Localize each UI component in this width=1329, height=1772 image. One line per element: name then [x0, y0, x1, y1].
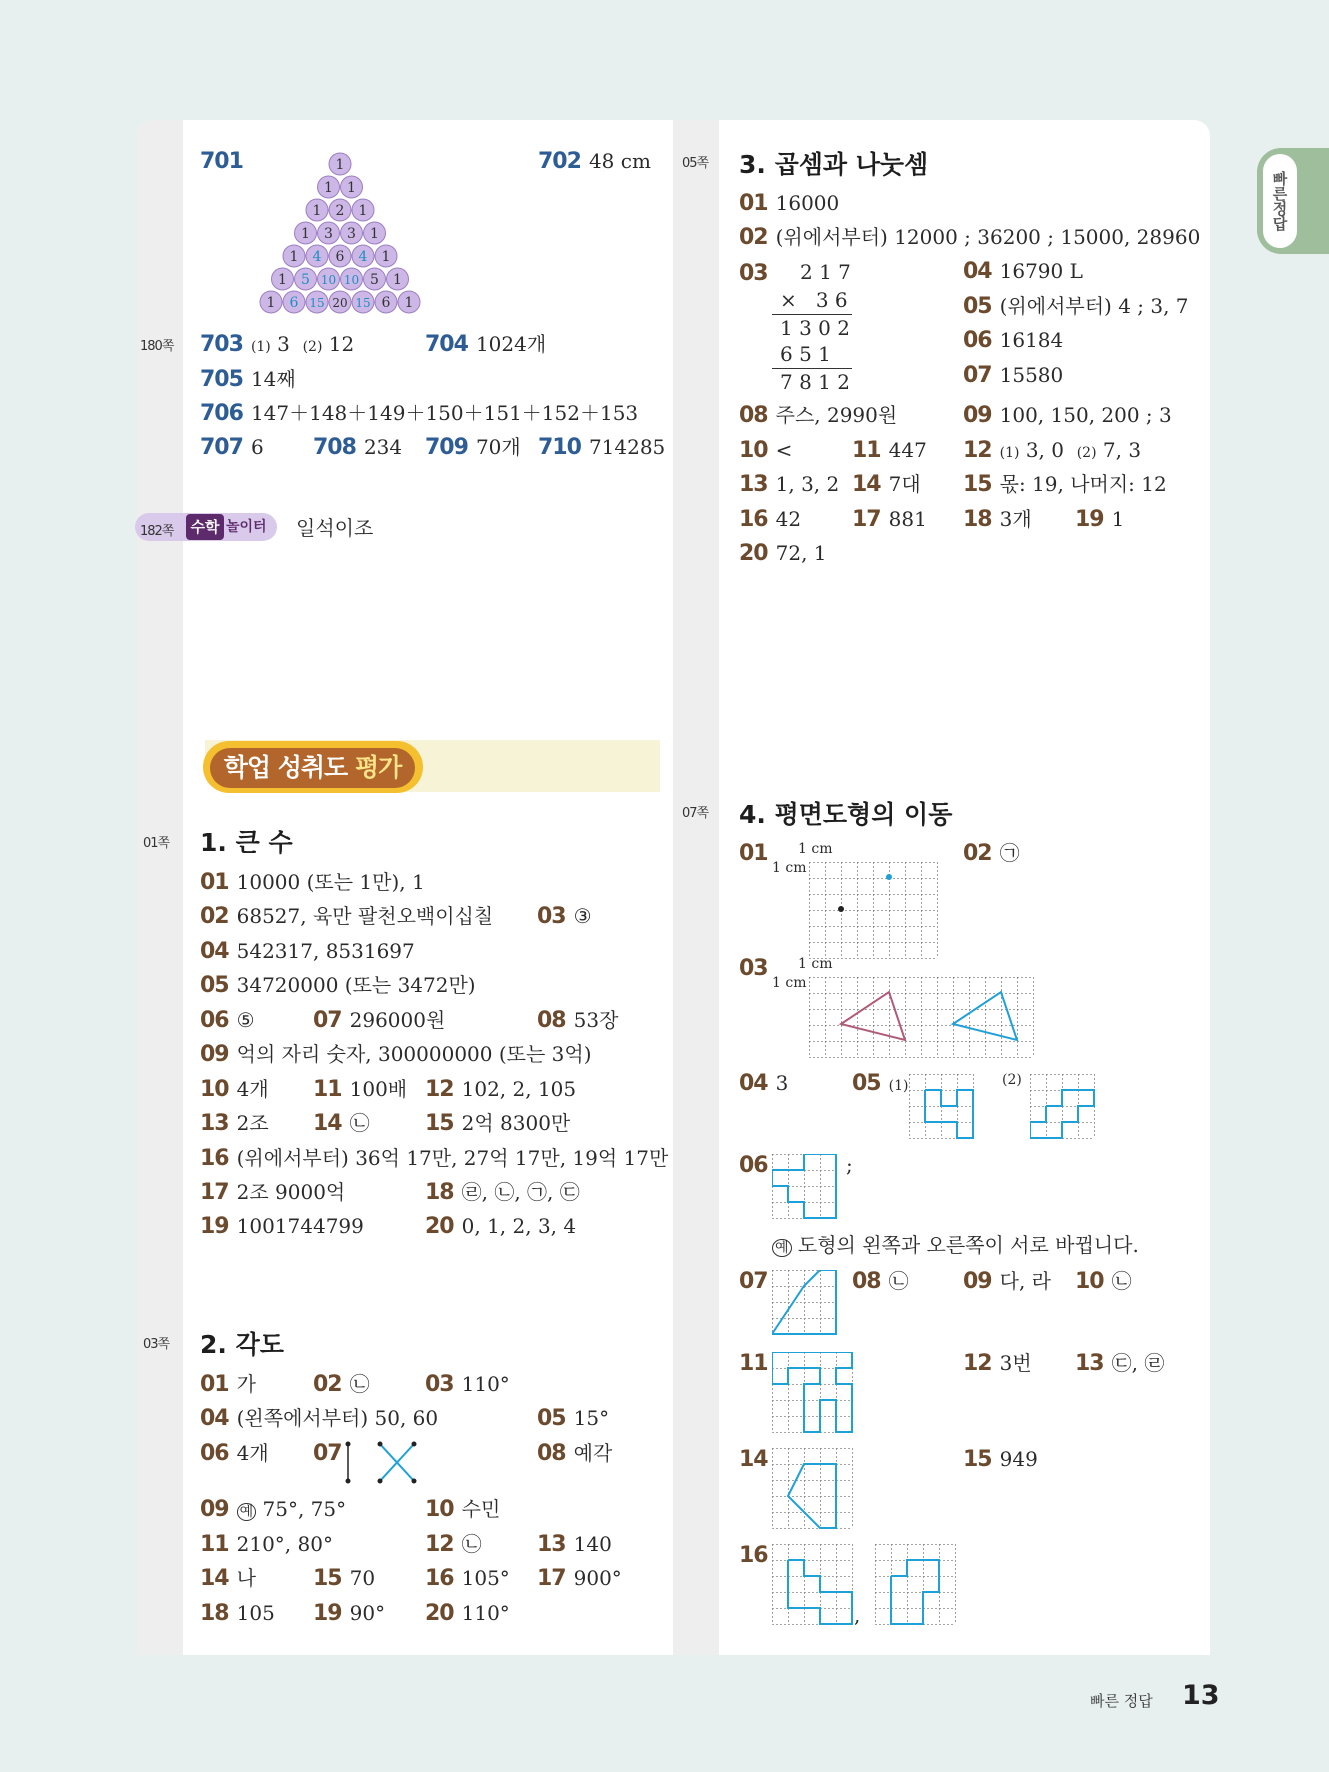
- s1-q06: 06 ⑤: [200, 1008, 255, 1033]
- pascal-value: 1: [358, 203, 368, 219]
- page-ref-182: 182쪽: [140, 524, 174, 539]
- s1-q19: 19 1001744799: [200, 1214, 364, 1239]
- s4-q16-2-grid: [875, 1544, 961, 1628]
- q706: 706 147＋148＋149＋150＋151＋152＋153: [200, 401, 639, 426]
- q704: 704 1024개: [425, 332, 547, 357]
- s2-q09: 09 예 75°, 75°: [200, 1497, 347, 1522]
- pascal-value: 1: [301, 226, 310, 242]
- s2-q18: 18 105: [200, 1601, 275, 1626]
- pascal-value: 4: [312, 249, 322, 265]
- s4-q01-cm-top: 1 cm: [798, 841, 833, 857]
- s3-q14: 14 7대: [852, 472, 921, 497]
- s2-q05: 05 15°: [537, 1406, 610, 1431]
- banner-title-2: 평가: [354, 753, 402, 782]
- s2-q04: 04 (왼쪽에서부터) 50, 60: [200, 1406, 439, 1431]
- s2-q10: 10 수민: [425, 1497, 501, 1522]
- s4-q01: 01: [739, 841, 768, 866]
- s4-q02: 02 ㉠: [963, 841, 1020, 866]
- pascal-value: 20: [332, 296, 348, 310]
- s4-q03: 03: [739, 956, 768, 981]
- mult-line-2: × 3 6: [780, 288, 848, 312]
- s1-q05: 05 34720000 (또는 3472만): [200, 973, 476, 998]
- s2-q16: 16 105°: [425, 1566, 510, 1591]
- s2-q19: 19 90°: [313, 1601, 386, 1626]
- s4-q16-comma: ,: [854, 1603, 861, 1627]
- s1-q18: 18 ㉣, ㉡, ㉠, ㉢: [425, 1180, 580, 1205]
- pascal-value: 10: [320, 273, 337, 287]
- pascal-value: 6: [381, 295, 391, 311]
- pascal-value: 3: [324, 226, 333, 242]
- s1-q09: 09 억의 자리 숫자, 300000000 (또는 3억): [200, 1042, 592, 1067]
- s1-q08: 08 53장: [537, 1008, 619, 1033]
- pascal-value: 1: [266, 295, 276, 311]
- s1-q07: 07 296000원: [313, 1008, 446, 1033]
- s1-q17: 17 2조 9000억: [200, 1180, 346, 1205]
- s2-q03: 03 110°: [425, 1372, 510, 1397]
- s1-q10: 10 4개: [200, 1077, 269, 1102]
- play-answer: 일석이조: [296, 516, 374, 540]
- q710: 710 714285: [538, 435, 666, 460]
- s2-q06: 06 4개: [200, 1441, 269, 1466]
- pascal-value: 15: [355, 296, 371, 310]
- grid-lines: [809, 977, 1034, 1058]
- banner-title-1: 학업 성취도: [223, 753, 348, 782]
- pascal-value: 1: [278, 272, 287, 288]
- pascal-triangle-figure: [240, 150, 440, 320]
- s3-q04: 04 16790 L: [963, 259, 1083, 284]
- mult-line-5: 7 8 1 2: [780, 370, 850, 394]
- page-ref-07: 07쪽: [682, 806, 709, 821]
- grid-lines: [772, 1448, 853, 1529]
- s1-q11: 11 100배: [313, 1077, 408, 1102]
- s3-q15: 15 몫: 19, 나머지: 12: [963, 472, 1167, 497]
- s3-q17: 17 881: [852, 507, 927, 532]
- q702: 702 48 cm: [538, 149, 651, 174]
- s3-q12: 12 (1) 3, 0 (2) 7, 3: [963, 438, 1142, 463]
- s4-q03-grid: [809, 977, 1049, 1062]
- s4-q06-grid: [772, 1154, 842, 1222]
- mult-rule-1: [772, 314, 852, 315]
- section-3-title: 3. 곱셈과 나눗셈: [739, 150, 929, 179]
- s3-q06: 06 16184: [963, 328, 1064, 353]
- pascal-value: 1: [393, 272, 402, 288]
- pascal-value: 1: [381, 249, 391, 265]
- s4-q01-cm-left: 1 cm: [772, 860, 807, 876]
- s4-q08: 08 ㉡: [852, 1269, 909, 1294]
- pascal-value: 1: [335, 157, 345, 173]
- side-tab-label: 빠른정답: [1263, 154, 1297, 248]
- s4-q05-2-grid: [1030, 1074, 1100, 1142]
- s4-q16: 16: [739, 1543, 768, 1568]
- grid-lines: [772, 1352, 853, 1433]
- pascal-value: 6: [289, 295, 299, 311]
- s3-q16: 16 42: [739, 507, 802, 532]
- pascal-value: 10: [343, 273, 360, 287]
- s4-q12: 12 3번: [963, 1351, 1032, 1376]
- pascal-value: 1: [347, 180, 356, 196]
- q703: 703 (1) 3 (2) 12: [200, 332, 355, 357]
- pascal-value: 15: [309, 296, 325, 310]
- q709: 709 70개: [425, 435, 521, 460]
- page-ref-180: 180쪽: [140, 339, 174, 354]
- section-1-title: 1. 큰 수: [200, 828, 293, 857]
- right-margin-strip: [673, 120, 719, 1655]
- s3-q11: 11 447: [852, 438, 927, 463]
- s1-q04: 04 542317, 8531697: [200, 939, 415, 964]
- badge-playground: 놀이터: [226, 519, 267, 535]
- s1-q12: 12 102, 2, 105: [425, 1077, 577, 1102]
- s2-q14: 14 나: [200, 1566, 256, 1591]
- s4-q06: 06: [739, 1153, 768, 1178]
- s4-q13: 13 ㉢, ㉣: [1075, 1351, 1165, 1376]
- s3-q08: 08 주스, 2990원: [739, 403, 898, 428]
- s1-q15: 15 2억 8300만: [425, 1111, 571, 1136]
- pascal-value: 6: [335, 249, 345, 265]
- s2-q07: 07: [313, 1441, 342, 1466]
- footer-label: 빠른 정답: [1090, 1692, 1153, 1710]
- section-4-title: 4. 평면도형의 이동: [739, 800, 953, 829]
- s4-q09: 09 다, 라: [963, 1269, 1051, 1294]
- mult-rule-2: [772, 368, 852, 369]
- s4-q07: 07: [739, 1269, 768, 1294]
- s3-q20: 20 72, 1: [739, 541, 827, 566]
- pascal-value: 1: [289, 249, 299, 265]
- s2-q12: 12 ㉡: [425, 1532, 482, 1557]
- grid-lines: [772, 1544, 853, 1625]
- s3-q05: 05 (위에서부터) 4 ; 3, 7: [963, 294, 1189, 319]
- pascal-value: 4: [358, 249, 368, 265]
- pascal-value: 1: [312, 203, 322, 219]
- mult-line-3: 1 3 0 2: [780, 316, 850, 340]
- q708: 708 234: [313, 435, 403, 460]
- pascal-value: 2: [335, 203, 345, 219]
- s4-q16-1-grid: [772, 1544, 861, 1628]
- s3-q09: 09 100, 150, 200 ; 3: [963, 403, 1172, 428]
- s3-q18: 18 3개: [963, 507, 1032, 532]
- s2-q20: 20 110°: [425, 1601, 510, 1626]
- pascal-value: 1: [324, 180, 333, 196]
- s4-q07-grid: [772, 1270, 842, 1338]
- s1-q20: 20 0, 1, 2, 3, 4: [425, 1214, 577, 1239]
- section-2-title: 2. 각도: [200, 1330, 284, 1359]
- s3-q13: 13 1, 3, 2: [739, 472, 840, 497]
- s2-q08: 08 예각: [537, 1441, 613, 1466]
- s4-q11-grid: [772, 1352, 858, 1436]
- s1-q13: 13 2조: [200, 1111, 269, 1136]
- pascal-value: 3: [347, 226, 356, 242]
- s3-q19: 19 1: [1075, 507, 1125, 532]
- banner-inner: [210, 748, 415, 788]
- s4-q06-answer: 예 도형의 왼쪽과 오른쪽이 서로 바뀝니다.: [772, 1232, 1139, 1261]
- badge-math: 수학: [186, 514, 224, 540]
- page-number: 13: [1182, 1680, 1220, 1711]
- s3-q03: 03: [739, 261, 768, 286]
- page-ref-03: 03쪽: [143, 1337, 170, 1352]
- page-ref-05: 05쪽: [682, 156, 709, 171]
- s4-q14: 14: [739, 1447, 768, 1472]
- s1-q03: 03 ③: [537, 904, 592, 929]
- q707: 707 6: [200, 435, 264, 460]
- q705: 705 14째: [200, 367, 296, 392]
- grid-lines: [809, 862, 938, 959]
- pascal-value: 1: [370, 226, 379, 242]
- s2-q11: 11 210°, 80°: [200, 1532, 333, 1557]
- mult-line-1: 2 1 7: [800, 260, 851, 284]
- s4-q05-2-marker: (2): [1002, 1072, 1022, 1088]
- s2-q13: 13 140: [537, 1532, 612, 1557]
- s2-q02: 02 ㉡: [313, 1372, 370, 1397]
- s4-q10: 10 ㉡: [1075, 1269, 1132, 1294]
- s4-q11: 11: [739, 1351, 768, 1376]
- s4-q05: 05 (1): [852, 1071, 909, 1096]
- s4-q03-cm-top: 1 cm: [798, 956, 833, 972]
- s1-q14: 14 ㉡: [313, 1111, 370, 1136]
- s3-q01: 01 16000: [739, 191, 840, 216]
- s2-q15: 15 70: [313, 1566, 376, 1591]
- s4-q15: 15 949: [963, 1447, 1038, 1472]
- s3-q02: 02 (위에서부터) 12000 ; 36200 ; 15000, 28960: [739, 225, 1201, 250]
- s4-q03-cm-left: 1 cm: [772, 975, 807, 991]
- s2-q17: 17 900°: [537, 1566, 622, 1591]
- page-ref-01: 01쪽: [143, 836, 170, 851]
- s4-q04: 04 3: [739, 1071, 789, 1096]
- s1-q02: 02 68527, 육만 팔천오백이십칠: [200, 904, 494, 929]
- grid-lines: [875, 1544, 956, 1625]
- q701: 701: [200, 149, 243, 174]
- s4-q06-semicolon: ;: [846, 1153, 853, 1177]
- s2-q07-figure: [340, 1440, 420, 1485]
- mult-line-4: 6 5 1: [780, 342, 831, 366]
- grid-lines: [772, 1270, 837, 1335]
- s4-q05-1-grid: [909, 1074, 979, 1142]
- s1-q01: 01 10000 (또는 1만), 1: [200, 870, 425, 895]
- s4-q14-grid: [772, 1448, 858, 1532]
- s3-q10: 10 <: [739, 438, 793, 463]
- s1-q16: 16 (위에서부터) 36억 17만, 27억 17만, 19억 17만: [200, 1146, 669, 1171]
- pascal-value: 1: [404, 295, 414, 311]
- pascal-value: 5: [301, 272, 310, 288]
- s2-q01: 01 가: [200, 1372, 256, 1397]
- s3-q07: 07 15580: [963, 363, 1064, 388]
- s4-q01-grid: [809, 862, 939, 962]
- right-column-panel: [673, 120, 1210, 1655]
- pascal-value: 5: [370, 272, 379, 288]
